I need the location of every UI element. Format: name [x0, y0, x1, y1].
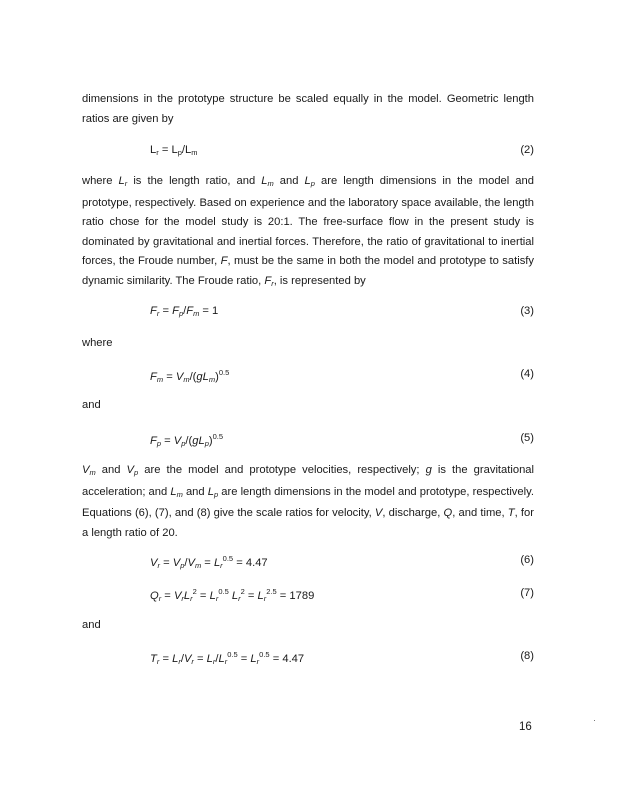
text-run: and — [273, 175, 305, 187]
text-run: and — [95, 464, 127, 476]
equation-5-number: (5) — [520, 432, 534, 444]
scan-speck — [594, 720, 595, 721]
equation-3 — [150, 305, 534, 321]
text-run: is the gravitational acceleration; and — [82, 464, 535, 498]
equation-8-expression: $T_r = L_r/V_r = L_r/L_r^{0.5} = L_r^{0.5} = 4.47$ — [150, 650, 305, 666]
paragraph-geometric-length — [82, 90, 534, 129]
equation-4 — [150, 368, 534, 384]
text-run: , for a length ratio of 20. — [82, 507, 534, 539]
equation-8 — [150, 650, 534, 666]
text-run: is the length ratio, and — [127, 175, 262, 187]
equation-7-number: (7) — [520, 587, 534, 599]
text-run: , is represented by — [273, 274, 366, 287]
word-and: and — [82, 399, 101, 411]
equation-7 — [150, 587, 534, 603]
text-run: are length dimensions in the model and prototype, respectively. Based on experience and the laboratory space available, the length ratio chose for the model study is 20:1. The free-surface flow in the present study is dominated by gravitational and inertial forces. Therefore, the ratio of gravitational to inertial forces, the Froude number, — [82, 175, 534, 268]
equation-4-number: (4) — [520, 368, 534, 380]
equation-5 — [150, 432, 534, 448]
paragraph-froude: where $L_r$ is the length ratio, and $L_m$ and $L_p$ are length dimensions in the model and prototype, respectively. Based on experience and the laboratory space available, the length ratio chose for the model study is 20:1. The free-surface flow in the present study is dominated by gravitational and inertial forces. Therefore, the ratio of gravitational to inertial forces, the Froude number, F, must be the same in both the model and prototype to satisfy dynamic similarity. The Froude ratio, $F_r$, is represented by — [82, 175, 534, 288]
word-where: where — [82, 337, 113, 349]
text-run: , and time, — [452, 507, 508, 520]
equation-3-expression: $F_r = F_p/F_m = 1$ — [150, 305, 219, 318]
word-and: and — [82, 619, 101, 631]
text-run: , must be the same in both the model and prototype to satisfy dynamic similarity. The Froude ratio, — [82, 255, 534, 287]
text-run: and — [182, 485, 208, 498]
equation-6-expression: $V_r = V_p/V_m = L_r^{0.5} = 4.47$ — [150, 554, 268, 570]
equation-2 — [150, 144, 534, 160]
text-run: are the model and prototype velocities, respectively; — [138, 464, 426, 476]
equation-2-expression: $L_r = L_p/L_m$ — [150, 144, 198, 157]
paragraph-velocities: $V_m$ and $V_p$ are the model and prototype velocities, respectively; g is the gravitational acceleration; and $L_m$ and $L_p$ are length dimensions in the model and prototype, respectively. Equations (6), (7), and (8) give the scale ratios for velocity, V, discharge, Q, and time, T, for a length ratio of 20. — [82, 464, 535, 539]
equation-8-number: (8) — [520, 650, 534, 662]
equation-6-number: (6) — [520, 554, 534, 566]
equation-7-expression: $Q_r = V_rL_r^2 = L_r^{0.5}$ $L_r^2 = L_r^{2.5} = 1789$ — [150, 587, 315, 603]
equation-2-number: (2) — [520, 144, 534, 156]
text-run: are length dimensions in the model and prototype, respectively. Equations (6), (7), and (8) give the scale ratios for velocity, — [82, 485, 534, 520]
equation-3-number: (3) — [520, 305, 534, 317]
equation-5-expression: $F_p = V_p/(gL_p)^{0.5}$ — [150, 432, 224, 448]
equation-4-expression: $F_m = V_m/(gL_m)^{0.5}$ — [150, 368, 230, 384]
equation-6 — [150, 554, 534, 570]
paragraph-text: dimensions in the prototype structure be scaled equally in the model. Geometric length ratios are given by — [82, 93, 534, 125]
text-run: where — [82, 175, 119, 187]
text-run: , discharge, — [382, 507, 444, 520]
page-number: 16 — [519, 721, 532, 733]
